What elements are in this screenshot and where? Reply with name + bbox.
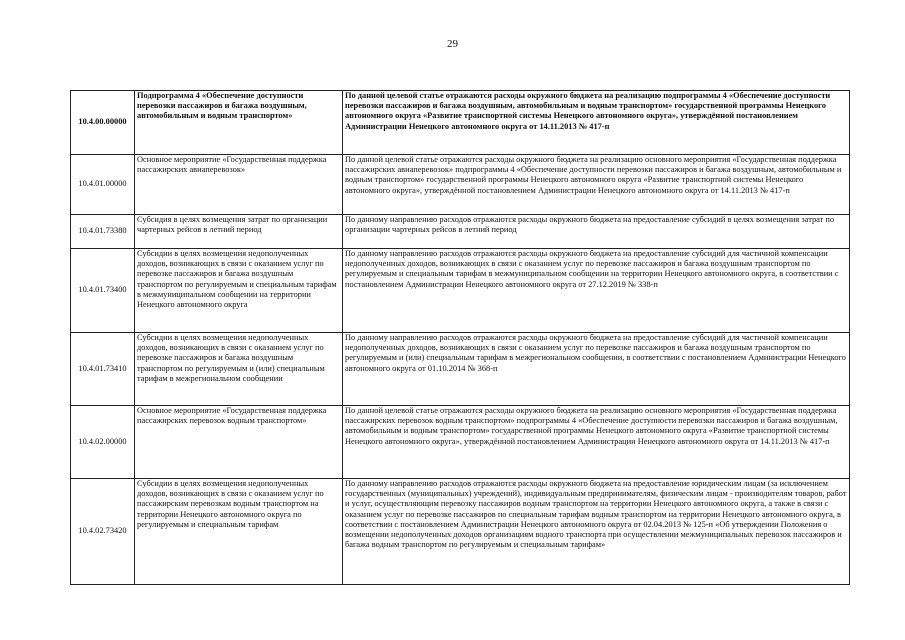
table-row	[71, 215, 850, 249]
row-description: По данному направлению расходов отражаются расходы окружного бюджета на предоставление субсидий для частичной компенсации недополученных доходов, возникающих в связи с оказанием услуг по перевозке пассажиров и багажа воздушным транспортом по регулируемым и специальным тарифам в межмуниципальном сообщении на территории Ненецкого автономного округа, в соответствии с постановлением Администрации Ненецкого автономного округа от 27.12.2019 № 338-п	[343, 249, 850, 333]
row-code: 10.4.01.73380	[71, 215, 135, 249]
budget-classification-table	[70, 90, 850, 585]
row-description: По данной целевой статье отражаются расходы окружного бюджета на реализацию основного мероприятия «Государственная поддержка пассажирских авиаперевозок» подпрограммы 4 «Обеспечение доступности перевозки пассажиров и багажа воздушным, автомобильным и водным транспортом» государственной программы Ненецкого автономного округа «Развитие транспортной системы Ненецкого автономного округа», утверждённой постановлением Администрации Ненецкого автономного округа от 14.11.2013 № 417-п	[343, 155, 850, 215]
row-name: Подпрограмма 4 «Обеспечение доступности перевозки пассажиров и багажа воздушным, автомобильным и водным транспортом»	[135, 91, 343, 155]
row-code: 10.4.02.73420	[71, 479, 135, 585]
row-code: 10.4.01.00000	[71, 155, 135, 215]
row-description: По данной целевой статье отражаются расходы окружного бюджета на реализацию подпрограммы 4 «Обеспечение доступности перевозки пассажиров и багажа воздушным, автомобильным и водным транспортом» государственной программы Ненецкого автономного округа «Развитие транспортной системы Ненецкого автономного округа», утверждённой постановлением Администрации Ненецкого автономного округа от 14.11.2013 № 417-п	[343, 91, 850, 155]
row-name: Субсидия в целях возмещения затрат по организации чартерных рейсов в летний период	[135, 215, 343, 249]
row-code: 10.4.01.73400	[71, 249, 135, 333]
row-name: Субсидии в целях возмещения недополученных доходов, возникающих в связи с оказанием услуг по пассажирским перевозкам водным транспортом на территории Ненецкого автономного округа по регулируемым и специальным тарифам	[135, 479, 343, 585]
table-row	[71, 333, 850, 406]
row-description: По данному направлению расходов отражаются расходы окружного бюджета на предоставление юридическим лицам (за исключением государственных (муниципальных) учреждений), индивидуальным предпринимателям, физическим лицам - производителям товаров, работ и услуг, осуществляющим перевозку пассажиров водным транспортом на территории Ненецкого автономного округа, а также в связи с оказанием услуг по перевозке пассажиров по специальным тарифам водным транспортом на территории Ненецкого автономного округа, в соответствии с постановлением Администрации Ненецкого автономного округа от 02.04.2013 № 125-п «Об утверждении Положения о возмещении недополученных доходов организациям водного транспорта при осуществлении межмуниципальных перевозок пассажиров и багажа водным транспортом по регулируемым и специальным тарифам»	[343, 479, 850, 585]
row-name: Субсидии в целях возмещения недополученных доходов, возникающих в связи с оказанием услуг по перевозке пассажиров и багажа воздушным транспортом по регулируемым и (или) специальным тарифам в межрегиональном сообщении	[135, 333, 343, 406]
row-code: 10.4.01.73410	[71, 333, 135, 406]
row-code: 10.4.00.00000	[71, 91, 135, 155]
row-name: Основное мероприятие «Государственная поддержка пассажирских авиаперевозок»	[135, 155, 343, 215]
row-description: По данному направлению расходов отражаются расходы окружного бюджета на предоставление субсидий в целях возмещения затрат по организации чартерных рейсов в летний период	[343, 215, 850, 249]
row-description: По данному направлению расходов отражаются расходы окружного бюджета на предоставление субсидий для частичной компенсации недополученных доходов, возникающих в связи с оказанием услуг по перевозке пассажиров и багажа воздушным транспортом по регулируемым и (или) специальным тарифам в межрегиональном сообщении, в соответствии с постановлением Администрации Ненецкого автономного округа от 01.10.2014 № 368-п	[343, 333, 850, 406]
page-number: 29	[447, 38, 458, 50]
table-row	[71, 479, 850, 585]
table-row	[71, 406, 850, 479]
row-name: Субсидии в целях возмещения недополученных доходов, возникающих в связи с оказанием услуг по перевозке пассажиров и багажа воздушным транспортом по регулируемым и специальным тарифам в межмуниципальном сообщении на территории Ненецкого автономного округа	[135, 249, 343, 333]
row-code: 10.4.02.00000	[71, 406, 135, 479]
row-name: Основное мероприятие «Государственная поддержка пассажирских перевозок водным транспортом»	[135, 406, 343, 479]
row-description: По данной целевой статье отражаются расходы окружного бюджета на реализацию основного мероприятия «Государственная поддержка пассажирских перевозок водным транспортом» подпрограммы 4 «Обеспечение доступности перевозки пассажиров и багажа воздушным, автомобильным и водным транспортом» государственной программы Ненецкого автономного округа «Развитие транспортной системы Ненецкого автономного округа», утверждённой постановлением Администрации Ненецкого автономного округа от 14.11.2013 № 417-п	[343, 406, 850, 479]
table-row	[71, 249, 850, 333]
table-row	[71, 91, 850, 155]
table-row	[71, 155, 850, 215]
